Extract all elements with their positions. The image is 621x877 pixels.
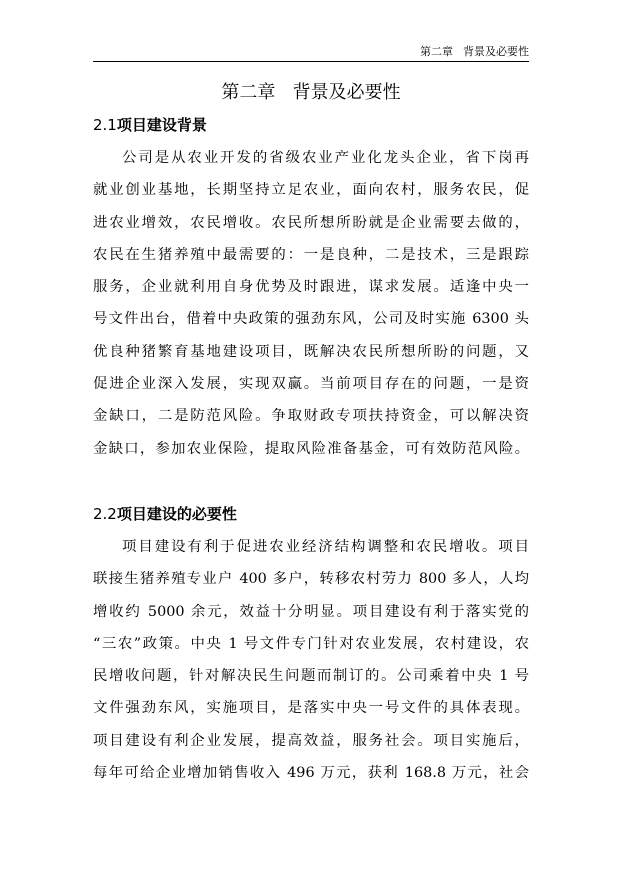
paragraph-line: 项目建设有利于促进农业经济结构调整和农民增收。项目 bbox=[122, 539, 529, 555]
section-heading-background bbox=[93, 115, 207, 135]
section-title: 项目建设的必要性 bbox=[116, 505, 237, 523]
paragraph-line: 增收约 5000 余元，效益十分明显。项目建设有利于落实党的 bbox=[93, 603, 529, 620]
paragraph-line: 促进企业深入发展，实现双赢。当前项目存在的问题，一是资 bbox=[93, 376, 529, 393]
paragraph-line: 农民在生猪养殖中最需要的：一是良种，二是技术，三是跟踪 bbox=[93, 246, 529, 263]
paragraph-line: 金缺口，参加农业保险，提取风险准备基金，可有效防范风险。 bbox=[93, 440, 529, 457]
paragraph-line: “三农”政策。中央 1 号文件专门针对农业发展，农村建设，农 bbox=[93, 635, 529, 652]
section-background-paragraph bbox=[93, 142, 529, 465]
section-number: 2.1 bbox=[93, 116, 117, 134]
paragraph-line: 民增收问题，针对解决民生问题而制订的。公司乘着中央 1 号 bbox=[93, 668, 529, 685]
paragraph-line: 每年可给企业增加销售收入 496 万元，获利 168.8 万元，社会 bbox=[93, 765, 529, 782]
paragraph-line: 服务，企业就利用自身优势及时跟进，谋求发展。适逢中央一 bbox=[93, 279, 529, 296]
section-heading-necessity bbox=[93, 504, 237, 524]
section-necessity-paragraph bbox=[93, 531, 529, 789]
chapter-title: 第二章 背景及必要性 bbox=[221, 82, 401, 103]
section-title: 项目建设背景 bbox=[116, 116, 207, 134]
paragraph-line: 号文件出台，借着中央政策的强劲东风，公司及时实施 6300 头 bbox=[93, 311, 529, 328]
paragraph-line: 优良种猪繁育基地建设项目，既解决农民所想所盼的问题，又 bbox=[93, 343, 529, 360]
paragraph-line: 公司是从农业开发的省级农业产业化龙头企业，省下岗再 bbox=[122, 150, 529, 166]
running-header bbox=[93, 45, 529, 62]
paragraph-line: 项目建设有利企业发展，提高效益，服务社会。项目实施后， bbox=[93, 732, 529, 749]
paragraph-line: 金缺口，二是防范风险。争取财政专项扶持资金，可以解决资 bbox=[93, 408, 529, 425]
paragraph-line: 进农业增效，农民增收。农民所想所盼就是企业需要去做的， bbox=[93, 214, 529, 231]
running-header-chapter: 第二章 bbox=[420, 45, 453, 58]
section-number: 2.2 bbox=[93, 505, 117, 523]
running-header-title: 背景及必要性 bbox=[463, 45, 529, 58]
paragraph-line: 就业创业基地，长期坚持立足农业，面向农村，服务农民，促 bbox=[93, 182, 529, 199]
paragraph-line: 文件强劲东风，实施项目，是落实中央一号文件的具体表现。 bbox=[93, 700, 529, 717]
paragraph-line: 联接生猪养殖专业户 400 多户，转移农村劳力 800 多人，人均 bbox=[93, 571, 529, 588]
